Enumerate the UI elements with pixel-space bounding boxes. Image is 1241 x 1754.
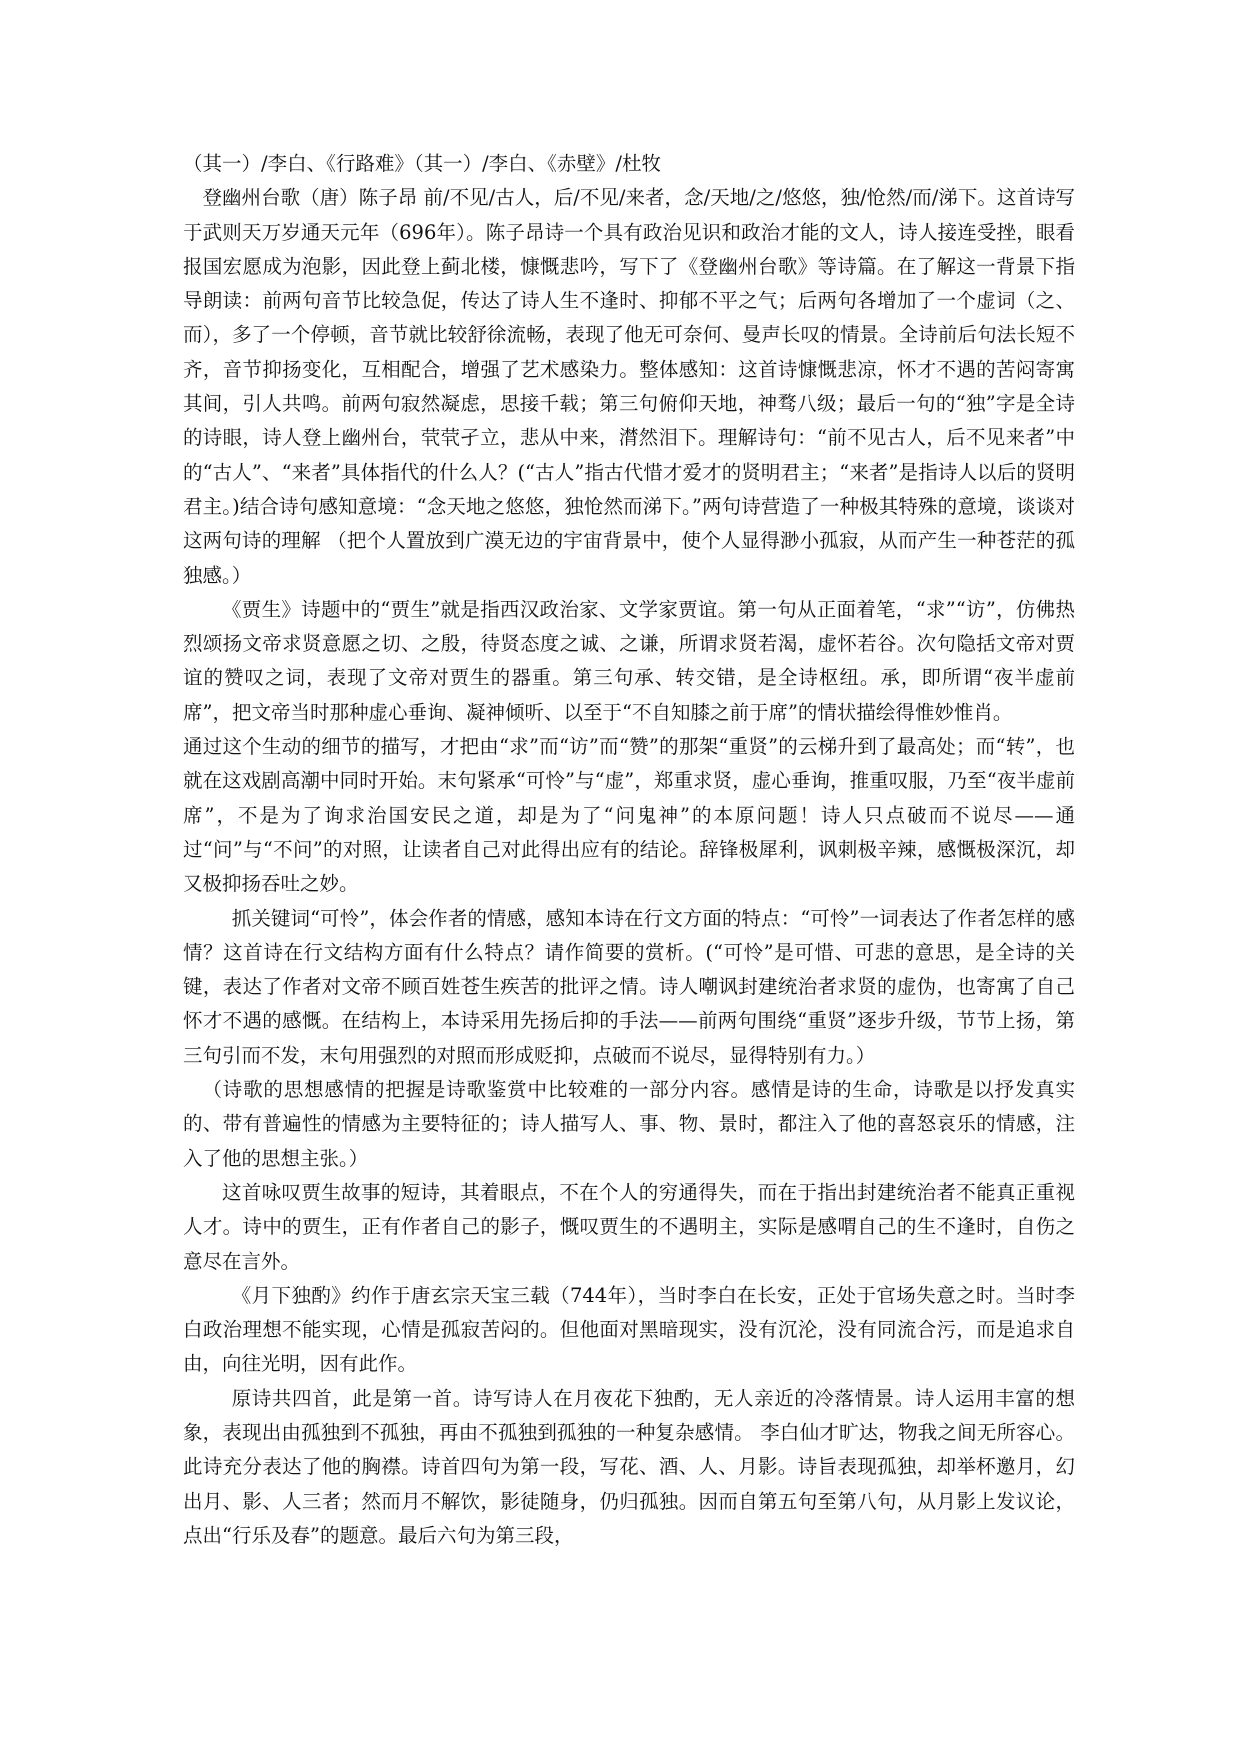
paragraph-jiasheng-summary: 这首咏叹贾生故事的短诗，其着眼点，不在个人的穷通得失，而在于指出封建统治者不能真正重视人才。诗中的贾生，正有作者自己的影子，慨叹贾生的不遇明主，实际是感喟自己的生不逢时，自伤之意尽在言外。 — [183, 1180, 1075, 1273]
paragraph-jiasheng-detail: 通过这个生动的细节的描写，才把由“求”而“访”而“赞”的那架“重贤”的云梯升到了最高处；而“转”，也就在这戏剧高潮中同时开始。末句紧承“可怜”与“虚”，郑重求贤，虚心垂询，推重叹服，乃至“夜半虚前席”，不是为了询求治国安民之道，却是为了“问鬼神”的本原问题！诗人只点破而不说尽——通过“问”与“不问”的对照，让读者自己对此得出应有的结论。辞锋极犀利，讽刺极辛辣，感慨极深沉，却又极抑扬吞吐之妙。 — [183, 735, 1075, 896]
paragraph-poetry-emotion-note: （诗歌的思想感情的把握是诗歌鉴赏中比较难的一部分内容。感情是诗的生命，诗歌是以抒发真实的、带有普遍性的情感为主要特征的；诗人描写人、事、物、景时，都注入了他的喜怒哀乐的情感，注入了他的思想主张。） — [183, 1078, 1075, 1170]
paragraph-deng-youzhou: 登幽州台歌（唐）陈子昂 前/不见/古人，后/不见/来者，念/天地/之/悠悠，独/怆然/而/涕下。这首诗写于武则天万岁通天元年（696年）。陈子昂诗一个具有政治见识和政治才能的文人，诗人接连受挫，眼看报国宏愿成为泡影，因此登上蓟北楼，慷慨悲吟，写下了《登幽州台歌》等诗篇。在了解这一背景下指导朗读：前两句音节比较急促，传达了诗人生不逢时、抑郁不平之气；后两句各增加了一个虚词（之、而），多了一个停顿，音节就比较舒徐流畅，表现了他无可奈何、曼声长叹的情景。全诗前后句法长短不齐，音节抑扬变化，互相配合，增强了艺术感染力。整体感知：这首诗慷慨悲凉，怀才不遇的苦闷寄寓其间，引人共鸣。前两句寂然凝虑，思接千载；第三句俯仰天地，神骛八级；最后一句的“独”字是全诗的诗眼，诗人登上幽州台，茕茕孑立，悲从中来，潸然泪下。理解诗句：“前不见古人，后不见来者”中的“古人”、“来者”具体指代的什么人？(“古人”指古代惜才爱才的贤明君主；“来者”是指诗人以后的贤明君主。)结合诗句感知意境：“念天地之悠悠，独怆然而涕下。”两句诗营造了一种极其特殊的意境，谈谈对这两句诗的理解 （把个人置放到广漠无边的宇宙背景中，使个人显得渺小孤寂，从而产生一种苍茫的孤独感。） — [183, 186, 1075, 587]
paragraph-keyword-kelian: 抓关键词“可怜”，体会作者的情感，感知本诗在行文方面的特点：“可怜”一词表达了作者怎样的感情？这首诗在行文结构方面有什么特点？请作简要的赏析。(“可怜”是可惜、可悲的意思，是全诗的关键，表达了作者对文帝不顾百姓苍生疾苦的批评之情。诗人嘲讽封建统治者求贤的虚伪，也寄寓了自己怀才不遇的感慨。在结构上，本诗采用先扬后抑的手法——前两句围绕“重贤”逐步升级，节节上扬，第三句引而不发，末句用强烈的对照而形成贬抑，点破而不说尽，显得特别有力。） — [183, 906, 1075, 1067]
document-page — [183, 147, 1075, 1553]
paragraph-jiasheng-intro: 《贾生》诗题中的“贾生”就是指西汉政治家、文学家贾谊。第一句从正面着笔，“求”“访”，仿佛热烈颂扬文帝求贤意愿之切、之殷，待贤态度之诚、之谦，所谓求贤若渴，虚怀若谷。次句隐括文帝对贾谊的赞叹之词，表现了文帝对贾生的器重。第三句承、转交错，是全诗枢纽。承，即所谓“夜半虚前席”，把文帝当时那种虚心垂询、凝神倾听、以至于“不自知膝之前于席”的情状描绘得惟妙惟肖。 — [183, 597, 1075, 724]
paragraph-yuexia-duzhuo-background: 《月下独酌》约作于唐玄宗天宝三载（744年），当时李白在长安，正处于官场失意之时。当时李白政治理想不能实现，心情是孤寂苦闷的。但他面对黑暗现实，没有沉沦，没有同流合污，而是追求自由，向往光明，因有此作。 — [183, 1283, 1075, 1376]
paragraph-yuexia-duzhuo-analysis: 原诗共四首，此是第一首。诗写诗人在月夜花下独酌，无人亲近的冷落情景。诗人运用丰富的想象，表现出由孤独到不孤独，再由不孤独到孤独的一种复杂感情。 李白仙才旷达，物我之间无所容心。此诗充分表达了他的胸襟。诗首四句为第一段，写花、酒、人、月影。诗旨表现孤独，却举杯邀月，幻出月、影、人三者；然而月不解饮，影徒随身，仍归孤独。因而自第五句至第八句，从月影上发议论，点出“行乐及春”的题意。最后六句为第三段， — [183, 1386, 1075, 1547]
paragraph-poem-list: （其一）/李白、《行路难》（其一）/李白、《赤壁》/杜牧 — [183, 152, 661, 175]
